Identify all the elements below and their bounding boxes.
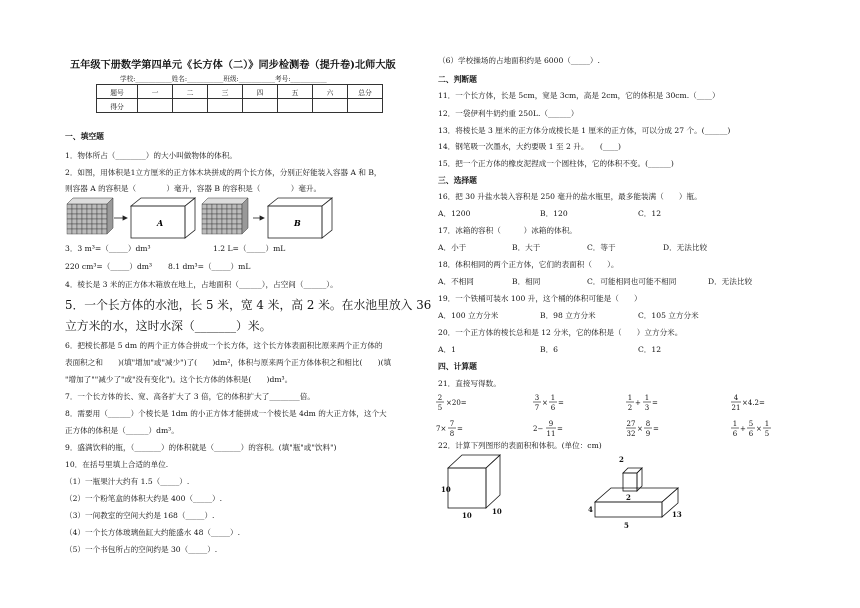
question-10-6: （6）学校操场的占地面积约是 6000（_____）. xyxy=(438,56,600,65)
question-4: 4．棱长是 3 米的正方体木箱放在地上，占地面积（______），占空间（______）。 xyxy=(65,280,338,289)
unit-cube-face xyxy=(227,209,232,214)
unit-cube-face xyxy=(72,224,77,229)
student-info-line: 学校:___________姓名:___________班级:___________考号:___________ xyxy=(120,75,327,83)
unit-cube-face xyxy=(72,214,77,219)
fraction-denominator: 32 xyxy=(626,430,636,438)
score-input-cell[interactable] xyxy=(138,99,173,113)
unit-cube-face xyxy=(232,209,237,214)
question-5-line2: 立方米的水，这时水深（_______）米。 xyxy=(65,319,272,333)
question-16: 16．把 30 升盐水装入容积是 250 毫升的盐水瓶里，最多能装满（ ）瓶。 xyxy=(438,192,702,201)
unit-cube-face xyxy=(227,214,232,219)
unit-cube-face xyxy=(67,204,72,209)
score-cell: 三 xyxy=(208,85,243,99)
base-length-label: 5 xyxy=(624,521,629,530)
score-cell: 二 xyxy=(173,85,208,99)
question-6-line3: "增加了""减少了"或"没有变化")。这个长方体的体积是( )dm³。 xyxy=(65,375,293,384)
fraction-denominator: 21 xyxy=(731,404,741,412)
operator: = xyxy=(652,399,658,407)
fraction-numerator: 2 xyxy=(437,394,443,402)
unit-cube-face xyxy=(87,219,92,224)
unit-cube-face xyxy=(232,214,237,219)
container-a-label: A xyxy=(157,218,164,228)
unit-cube-face xyxy=(217,224,222,229)
unit-cube-face xyxy=(82,229,87,234)
unit-cube-face xyxy=(217,209,222,214)
unit-cube-face xyxy=(77,209,82,214)
score-cell: 一 xyxy=(138,85,173,99)
fraction-numerator: 5 xyxy=(748,420,754,428)
unit-cube-face xyxy=(207,204,212,209)
question-9: 9．盛满饮料的瓶，（_______）的体积就是（_______）的容积。(填"瓶"或"饮料") xyxy=(65,443,337,452)
question-16-option-a: A．1200 xyxy=(438,209,471,218)
unit-cube-face xyxy=(217,204,222,209)
fraction-numerator: 7 xyxy=(449,420,455,428)
unit-cube-face xyxy=(207,214,212,219)
unit-cube-face xyxy=(217,214,222,219)
unit-cube-face xyxy=(237,229,242,234)
question-6-line2: 表面积之和 )(填"增加"或"减少")了( )dm²，体积与原来两个正方体体积之和相比( )(填 xyxy=(65,358,392,367)
unit-cube-face xyxy=(202,224,207,229)
question-22: 22．计算下列图形的表面积和体积。(单位：cm) xyxy=(438,441,602,450)
unit-cube-face xyxy=(82,224,87,229)
unit-cube-face xyxy=(237,204,242,209)
score-input-cell[interactable] xyxy=(243,99,278,113)
unit-cube-face xyxy=(222,214,227,219)
question-7: 7．一个长方体的长、宽、高各扩大了 3 倍，它的体积扩大了________倍。 xyxy=(65,392,315,401)
unit-cube-face xyxy=(92,219,97,224)
unit-cube-face xyxy=(87,224,92,229)
container-b-label: B xyxy=(294,218,301,228)
expression-head: 2− xyxy=(533,425,544,433)
unit-cube-face xyxy=(232,229,237,234)
question-10-2: （2）一个粉笔盒的体积大约是 400（_____）. xyxy=(65,494,223,503)
section-fill-blank: 一、填空题 xyxy=(65,132,104,141)
question-5-line1: 5．一个长方体的水池，长 5 米，宽 4 米，高 2 米。在水池里放入 36 xyxy=(65,298,432,312)
unit-cube-face xyxy=(232,224,237,229)
question-13: 13．将棱长是 3 厘米的正方体分成棱长是 1 厘米的正方体，可以分成 27 个。(______) xyxy=(438,126,731,135)
question-19-option-b: B．98 立方分米 xyxy=(540,311,596,320)
unit-cube-face xyxy=(237,214,242,219)
fraction-denominator: 6 xyxy=(748,430,754,438)
unit-cube-face xyxy=(67,219,72,224)
unit-cube-face xyxy=(92,204,97,209)
fraction-numerator: 4 xyxy=(733,394,739,402)
unit-cube-face xyxy=(227,219,232,224)
question-10: 10．在括号里填上合适的单位. xyxy=(65,460,169,469)
unit-cube-side xyxy=(242,198,248,234)
unit-cube-face xyxy=(102,204,107,209)
question-3b: 1.2 L=（_____）mL xyxy=(213,244,286,253)
unit-cube-face xyxy=(87,229,92,234)
unit-cube-face xyxy=(97,204,102,209)
unit-cube-face xyxy=(207,209,212,214)
question-20-option-a: A．1 xyxy=(438,345,456,354)
score-input-cell[interactable] xyxy=(313,99,348,113)
question-10-4: （4）一个长方体玻璃鱼缸大约能盛水 48（_____）. xyxy=(65,528,240,537)
question-20-option-b: B．6 xyxy=(540,345,559,354)
question-10-3: （3）一间教室的空间大约是 168（_____）. xyxy=(65,511,215,520)
unit-cube-face xyxy=(102,219,107,224)
fraction-numerator: 1 xyxy=(550,394,556,402)
unit-cube-face xyxy=(67,209,72,214)
operator: = xyxy=(557,425,563,433)
score-table-score-row xyxy=(97,99,383,113)
unit-cube-face xyxy=(202,229,207,234)
unit-cube-face xyxy=(82,214,87,219)
question-18-option-b: B．相同 xyxy=(512,277,541,286)
unit-cube-face xyxy=(102,209,107,214)
score-input-cell[interactable] xyxy=(208,99,243,113)
question-12: 12．一袋伊利牛奶约重 250L.（______） xyxy=(438,109,579,118)
unit-cube-face xyxy=(102,224,107,229)
unit-cube-face xyxy=(207,224,212,229)
question-17-option-a: A．小于 xyxy=(438,243,467,252)
fraction-numerator: 1 xyxy=(627,394,633,402)
unit-cube-face xyxy=(232,204,237,209)
question-8-line2: 正方体的体积是（______）dm³。 xyxy=(65,426,179,435)
question-18-option-c: C．可能相同也可能不相同 xyxy=(587,277,677,286)
question-16-option-b: B．120 xyxy=(540,209,568,218)
section-multiple-choice: 三、选择题 xyxy=(438,176,477,185)
question-18-option-a: A．不相同 xyxy=(438,277,474,286)
unit-cube-face xyxy=(72,219,77,224)
unit-cube-face xyxy=(212,214,217,219)
unit-cube-face xyxy=(67,214,72,219)
unit-cube-face xyxy=(87,214,92,219)
question-10-5: （5）一个书包所占的空间约是 30（_____）. xyxy=(65,545,218,554)
unit-cube-face xyxy=(222,224,227,229)
section-true-false: 二、判断题 xyxy=(438,75,477,84)
fraction-numerator: 8 xyxy=(645,420,651,428)
unit-cube-face xyxy=(212,219,217,224)
unit-cube-face xyxy=(237,219,242,224)
question-3a: 3．3 m³=（_____）dm³ xyxy=(65,244,151,253)
unit-cube-face xyxy=(82,204,87,209)
unit-cube-face xyxy=(102,214,107,219)
unit-cube-face xyxy=(82,209,87,214)
unit-cube-face xyxy=(227,229,232,234)
unit-cube-face xyxy=(102,229,107,234)
unit-cube-face xyxy=(222,229,227,234)
unit-cube-face xyxy=(92,214,97,219)
question-10-1: （1）一瓶果汁大约有 1.5（_____）. xyxy=(65,477,190,486)
question-17-option-b: B．大于 xyxy=(512,243,541,252)
unit-cube-face xyxy=(202,209,207,214)
score-cell: 题号 xyxy=(97,85,138,99)
operator: × xyxy=(756,425,762,433)
cube-width-label: 10 xyxy=(462,511,472,520)
cube-height-label: 10 xyxy=(441,485,451,494)
question-8-line1: 8．需要用（______）个棱长是 1dm 的小正方体才能拼成一个棱长是 4dm 的大正方体，这个大 xyxy=(65,409,387,418)
unit-cube-face xyxy=(202,214,207,219)
question-20: 20．一个正方体的棱长总和是 12 分米，它的体积是（ ）立方分米。 xyxy=(438,328,683,337)
unit-cube-face xyxy=(77,224,82,229)
unit-cube-face xyxy=(207,229,212,234)
unit-cube-face xyxy=(227,204,232,209)
unit-cube-face xyxy=(67,224,72,229)
unit-cube-face xyxy=(72,204,77,209)
unit-cube-face xyxy=(212,224,217,229)
question-2-line1: 2．如图，用体积是1立方厘米的正方体木块拼成的两个长方体，分别正好能装入容器 A 和 B， xyxy=(65,168,382,177)
unit-cube-face xyxy=(212,204,217,209)
question-15: 15．把一个正方体的橡皮泥捏成一个圆柱体，它的体积不变。(______) xyxy=(438,159,674,168)
cube-depth-label: 10 xyxy=(492,507,502,516)
small-cube-base-label: 2 xyxy=(626,493,631,502)
operator: × xyxy=(542,399,548,407)
unit-cube-face xyxy=(232,219,237,224)
expression-tail: ×4.2= xyxy=(742,399,765,407)
operator: + xyxy=(740,425,746,433)
question-17-option-d: D．无法比较 xyxy=(663,243,708,252)
unit-cube-face xyxy=(217,219,222,224)
unit-cube-face xyxy=(212,209,217,214)
unit-cube-face xyxy=(222,204,227,209)
fraction-denominator: 2 xyxy=(627,404,633,412)
unit-cube-face xyxy=(227,224,232,229)
unit-cube-face xyxy=(207,219,212,224)
unit-cube-face xyxy=(97,209,102,214)
question-19-option-c: C．105 立方分米 xyxy=(638,311,699,320)
unit-cube-face xyxy=(212,229,217,234)
section-calculation: 四、计算题 xyxy=(438,362,477,371)
score-table-header-row xyxy=(97,85,383,99)
unit-cube-face xyxy=(202,204,207,209)
score-cell: 四 xyxy=(243,85,278,99)
unit-cube-face xyxy=(97,224,102,229)
small-cube-label: 2 xyxy=(619,455,624,464)
operator: + xyxy=(635,399,641,407)
question-2-line2: 则容器 A 的容积是（ ）毫升，容器 B 的容积是（ ）毫升。 xyxy=(65,184,322,193)
fraction-denominator: 6 xyxy=(550,404,556,412)
unit-cube-top xyxy=(67,198,113,204)
base-height-label: 4 xyxy=(588,505,593,514)
question-17-option-c: C．等于 xyxy=(587,243,616,252)
question-1: 1．物体所占（________）的大小叫做物体的体积。 xyxy=(65,151,237,160)
fraction-denominator: 8 xyxy=(449,430,455,438)
unit-cube-face xyxy=(67,229,72,234)
score-cell: 总分 xyxy=(348,85,383,99)
expression-tail: ×20= xyxy=(446,399,467,407)
operator: × xyxy=(637,425,643,433)
operator: = xyxy=(558,399,564,407)
question-18-option-d: D．无法比较 xyxy=(708,277,753,286)
fraction-denominator: 5 xyxy=(764,430,770,438)
unit-cube-face xyxy=(87,209,92,214)
score-input-cell[interactable] xyxy=(348,99,383,113)
unit-cube-face xyxy=(92,224,97,229)
unit-cube-face xyxy=(87,204,92,209)
unit-cube-face xyxy=(72,229,77,234)
score-input-cell[interactable] xyxy=(173,99,208,113)
fraction-denominator: 11 xyxy=(546,430,556,438)
unit-cube-face xyxy=(97,229,102,234)
fraction-denominator: 6 xyxy=(732,430,738,438)
fraction-denominator: 9 xyxy=(645,430,651,438)
operator: = xyxy=(457,425,463,433)
question-17: 17．冰箱的容积（ ）冰箱的体积。 xyxy=(438,226,577,235)
unit-cube-face xyxy=(82,219,87,224)
unit-cube-face xyxy=(72,209,77,214)
question-18: 18．体积相同的两个正方体，它们的表面积（ ）。 xyxy=(438,260,619,269)
score-input-cell[interactable] xyxy=(278,99,313,113)
score-cell: 五 xyxy=(278,85,313,99)
unit-cube-face xyxy=(77,229,82,234)
fraction-numerator: 1 xyxy=(764,420,770,428)
question-3c: 220 cm³=（_____）dm³ xyxy=(65,262,153,271)
unit-cube-face xyxy=(97,214,102,219)
cube-containers-figure xyxy=(65,196,435,240)
question-6-line1: 6．把棱长都是 5 dm 的两个正方体合拼成一个长方体，这个长方体表面积比原来两个正方体的 xyxy=(65,341,383,350)
unit-cube-face xyxy=(222,219,227,224)
unit-cube-face xyxy=(202,219,207,224)
question-14: 14．钢笔吸一次墨水，大约要吸 1 至 2 升。 (____) xyxy=(438,142,621,151)
unit-cube-face xyxy=(77,204,82,209)
unit-cube-face xyxy=(237,209,242,214)
question-19: 19．一个铁桶可装水 100 升，这个桶的体积可能是（ ） xyxy=(438,294,642,303)
fraction-numerator: 27 xyxy=(626,420,636,428)
expression-head: 7× xyxy=(436,425,447,433)
score-cell: 得分 xyxy=(97,99,138,113)
unit-cube-face xyxy=(97,219,102,224)
solid-figures xyxy=(440,452,720,532)
question-19-option-a: A．100 立方分米 xyxy=(438,311,499,320)
unit-cube-side xyxy=(107,198,113,234)
fraction-denominator: 5 xyxy=(437,404,443,412)
fraction-denominator: 7 xyxy=(534,404,540,412)
unit-cube-top xyxy=(202,198,248,204)
fraction-numerator: 1 xyxy=(732,420,738,428)
operator: = xyxy=(653,425,659,433)
mental-math-expressions xyxy=(436,392,836,442)
question-11: 11．一个长方体，长是 5cm，宽是 3cm，高是 2cm，它的体积是 30cm.（____） xyxy=(438,91,720,100)
unit-cube-face xyxy=(77,219,82,224)
score-table xyxy=(96,84,383,113)
question-21: 21．直接写得数。 xyxy=(438,379,501,388)
score-cell: 六 xyxy=(313,85,348,99)
fraction-numerator: 1 xyxy=(644,394,650,402)
unit-cube-face xyxy=(77,214,82,219)
question-3d: 8.1 dm³=（_____）mL xyxy=(168,262,251,271)
fraction-denominator: 3 xyxy=(644,404,650,412)
fraction-numerator: 9 xyxy=(548,420,554,428)
unit-cube-face xyxy=(92,229,97,234)
unit-cube-face xyxy=(92,209,97,214)
question-20-option-c: C．12 xyxy=(638,345,662,354)
base-depth-label: 13 xyxy=(672,510,682,519)
page-title: 五年级下册数学第四单元《长方体（二）》同步检测卷（提升卷)北师大版 xyxy=(70,59,396,71)
question-16-option-c: C．12 xyxy=(638,209,662,218)
unit-cube-face xyxy=(217,229,222,234)
unit-cube-face xyxy=(222,209,227,214)
fraction-numerator: 3 xyxy=(534,394,540,402)
unit-cube-face xyxy=(237,224,242,229)
